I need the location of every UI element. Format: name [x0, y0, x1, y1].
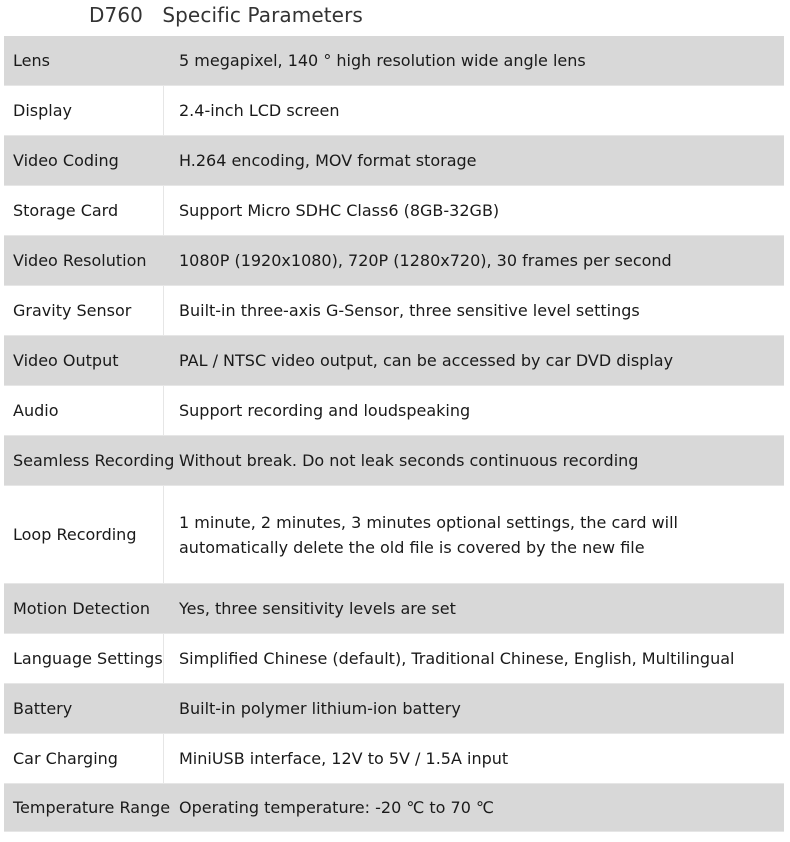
spec-row-video-output	[4, 336, 784, 386]
spec-row-temperature-range	[4, 784, 784, 832]
spec-value: 1 minute, 2 minutes, 3 minutes optional settings, the card will automatically delete the old file is covered by the new file	[179, 512, 678, 557]
spec-value: Without break. Do not leak seconds continuous recording	[179, 451, 639, 470]
spec-row-gravity-sensor	[4, 286, 784, 336]
spec-label: Display	[4, 86, 164, 135]
spec-value: Operating temperature: -20 ℃ to 70 ℃	[179, 798, 494, 817]
spec-row-video-coding	[4, 136, 784, 186]
spec-value: 1080P (1920x1080), 720P (1280x720), 30 frames per second	[179, 251, 672, 270]
spec-row-car-charging	[4, 734, 784, 784]
spec-value: Support Micro SDHC Class6 (8GB-32GB)	[179, 201, 500, 220]
spec-value: 2.4-inch LCD screen	[179, 101, 340, 120]
spec-row-battery	[4, 684, 784, 734]
spec-label: Motion Detection	[4, 584, 164, 633]
spec-value: Simplified Chinese (default), Traditional Chinese, English, Multilingual	[179, 649, 735, 668]
spec-label: Battery	[4, 684, 164, 733]
spec-label: Video Resolution	[4, 236, 164, 285]
spec-table	[4, 36, 784, 832]
spec-label: Car Charging	[4, 734, 164, 783]
spec-value: 5 megapixel, 140 ° high resolution wide angle lens	[179, 51, 586, 70]
spec-row-language-settings	[4, 634, 784, 684]
spec-row-lens	[4, 36, 784, 86]
spec-value: H.264 encoding, MOV format storage	[179, 151, 477, 170]
spec-value: Built-in polymer lithium-ion battery	[179, 699, 461, 718]
spec-label: Loop Recording	[4, 486, 164, 583]
spec-value: Support recording and loudspeaking	[179, 401, 471, 420]
spec-value: MiniUSB interface, 12V to 5V / 1.5A input	[179, 749, 509, 768]
spec-value: Built-in three-axis G-Sensor, three sensitive level settings	[179, 301, 640, 320]
spec-value: PAL / NTSC video output, can be accessed by car DVD display	[179, 351, 674, 370]
spec-label: Video Coding	[4, 136, 164, 185]
spec-row-seamless-recording	[4, 436, 784, 486]
spec-row-storage-card	[4, 186, 784, 236]
spec-value: Yes, three sensitivity levels are set	[179, 599, 456, 618]
spec-label: Temperature Range	[4, 784, 164, 831]
spec-row-video-resolution	[4, 236, 784, 286]
page-title: D760 Specific Parameters	[89, 3, 363, 27]
spec-label: Video Output	[4, 336, 164, 385]
spec-row-audio	[4, 386, 784, 436]
spec-row-loop-recording	[4, 486, 784, 584]
spec-label: Language Settings	[4, 634, 164, 683]
spec-label: Gravity Sensor	[4, 286, 164, 335]
spec-row-display	[4, 86, 784, 136]
spec-label: Audio	[4, 386, 164, 435]
spec-label: Seamless Recording	[4, 436, 164, 485]
spec-label: Lens	[4, 36, 164, 85]
spec-label: Storage Card	[4, 186, 164, 235]
spec-row-motion-detection	[4, 584, 784, 634]
